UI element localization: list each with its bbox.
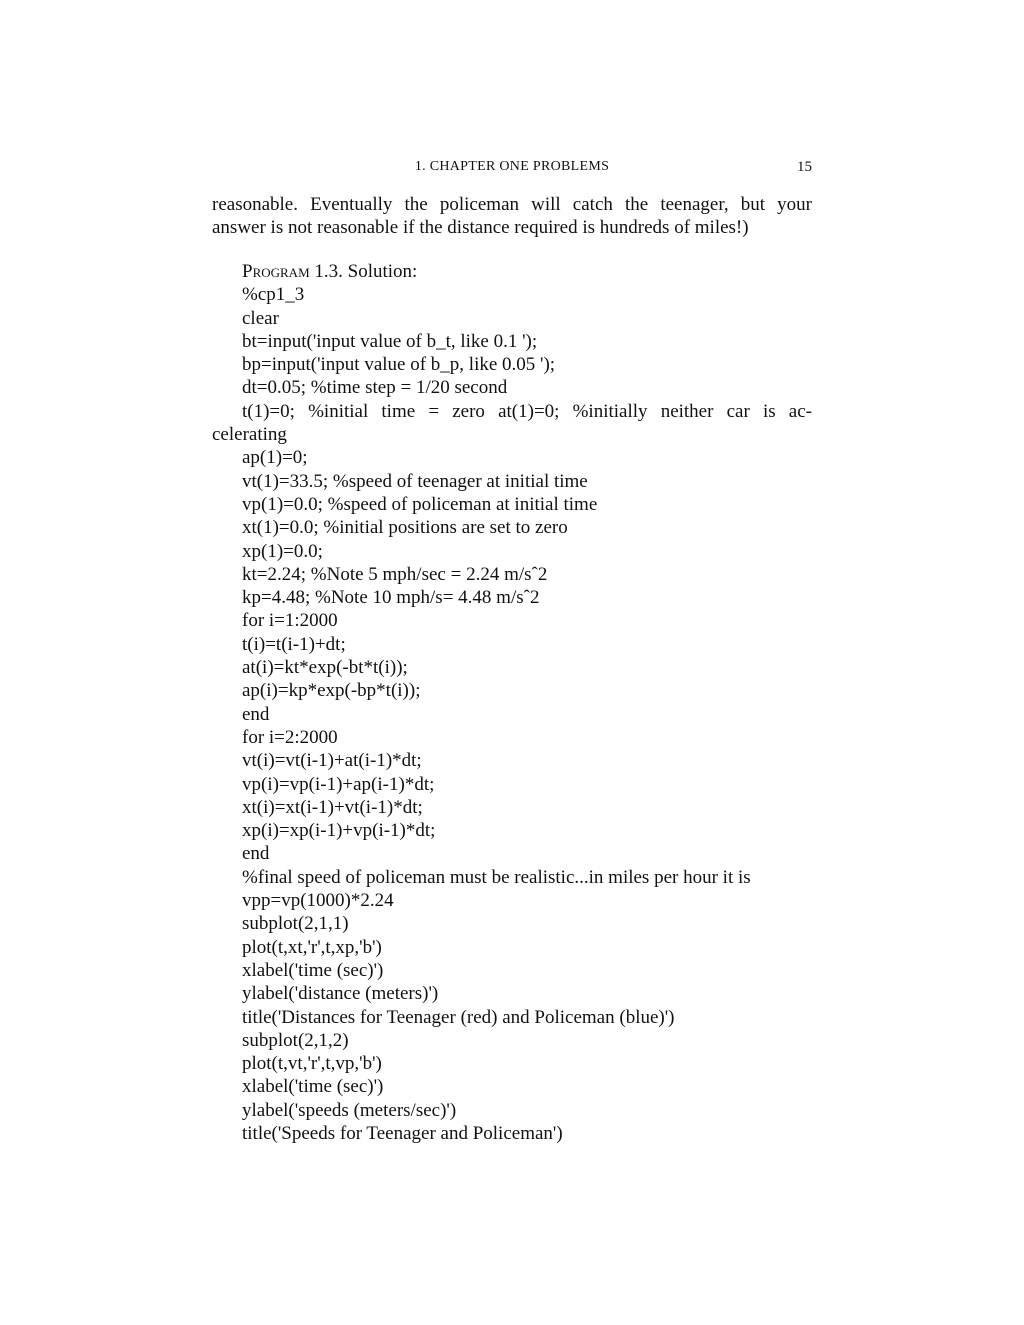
code-line: vt(1)=33.5; %speed of teenager at initial time [242, 470, 588, 492]
code-line: xt(1)=0.0; %initial positions are set to zero [242, 517, 568, 539]
code-line: %final speed of policeman must be realistic...in miles per hour it is [242, 866, 751, 888]
code-line: end [242, 843, 270, 865]
code-line: subplot(2,1,2) [242, 1029, 349, 1051]
code-line: t(1)=0; %initial time = zero at(1)=0; %initially neither car is ac- [242, 400, 812, 422]
intro-line-1: reasonable. Eventually the policeman will catch the teenager, but your [212, 194, 812, 215]
page-number: 15 [797, 159, 812, 175]
intro-paragraph [212, 193, 812, 240]
code-line: xp(i)=xp(i-1)+vp(i-1)*dt; [242, 820, 436, 842]
code-line: kp=4.48; %Note 10 mph/s= 4.48 m/sˆ2 [242, 587, 540, 609]
code-line: ylabel('speeds (meters/sec)') [242, 1099, 457, 1121]
code-line: t(i)=t(i-1)+dt; [242, 633, 346, 655]
code-line: xp(1)=0.0; [242, 540, 323, 562]
code-line: clear [242, 307, 279, 329]
code-line: xlabel('time (sec)') [242, 1076, 384, 1098]
code-line: %cp1_3 [242, 284, 305, 306]
code-line: dt=0.05; %time step = 1/20 second [242, 377, 508, 399]
code-line: ap(i)=kp*exp(-bp*t(i)); [242, 680, 421, 702]
program-label: Program [242, 261, 310, 282]
running-header [212, 156, 812, 178]
code-line: for i=1:2000 [242, 610, 338, 632]
code-line: kt=2.24; %Note 5 mph/sec = 2.24 m/sˆ2 [242, 563, 548, 585]
code-line: at(i)=kt*exp(-bt*t(i)); [242, 657, 408, 679]
program-heading [212, 260, 812, 283]
chapter-title: 1. CHAPTER ONE PROBLEMS [414, 159, 610, 174]
code-line: plot(t,xt,'r',t,xp,'b') [242, 936, 382, 958]
code-line: title('Speeds for Teenager and Policeman') [242, 1122, 563, 1144]
code-line: ap(1)=0; [242, 447, 308, 469]
code-line: plot(t,vt,'r',t,vp,'b') [242, 1053, 382, 1075]
code-line: vp(i)=vp(i-1)+ap(i-1)*dt; [242, 773, 435, 795]
code-line: xt(i)=xt(i-1)+vt(i-1)*dt; [242, 796, 423, 818]
code-line-continuation: celerating [212, 424, 287, 446]
code-line: subplot(2,1,1) [242, 913, 349, 935]
program-listing [212, 260, 812, 1145]
code-line: bt=input('input value of b_t, like 0.1 '); [242, 330, 538, 352]
code-line: vp(1)=0.0; %speed of policeman at initial time [242, 493, 598, 515]
code-line: xlabel('time (sec)') [242, 959, 384, 981]
code-line: for i=2:2000 [242, 726, 338, 748]
code-line: bp=input('input value of b_p, like 0.05 '); [242, 354, 556, 376]
program-label-rest: 1.3. Solution: [309, 261, 418, 282]
code-line: vpp=vp(1000)*2.24 [242, 890, 394, 912]
code-line: title('Distances for Teenager (red) and Policeman (blue)') [242, 1006, 675, 1028]
code-line: end [242, 703, 270, 725]
code-line: ylabel('distance (meters)') [242, 983, 439, 1005]
intro-line-2: answer is not reasonable if the distance required is hundreds of miles!) [212, 217, 749, 239]
code-line: vt(i)=vt(i-1)+at(i-1)*dt; [242, 750, 422, 772]
